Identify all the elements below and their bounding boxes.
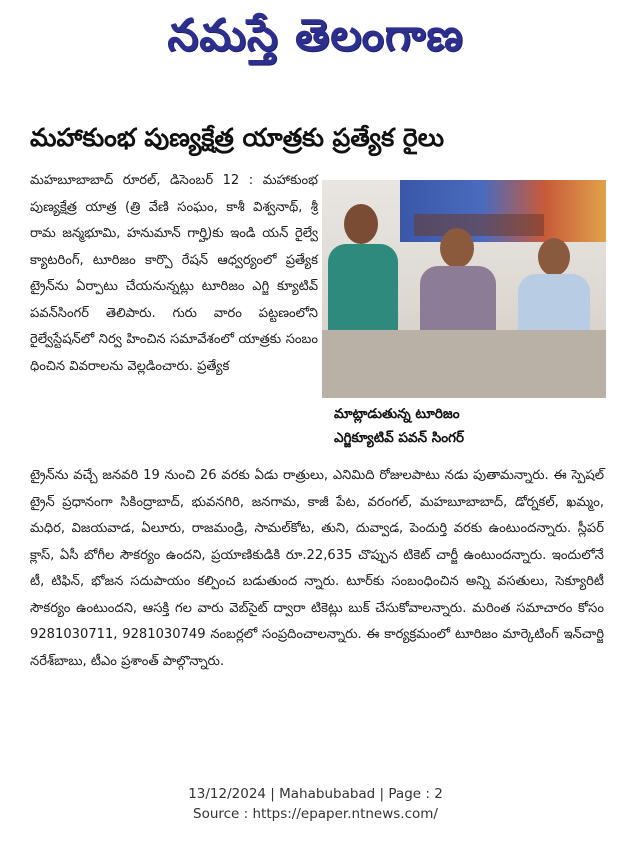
footer-date-page: 13/12/2024 | Mahabubabad | Page : 2 bbox=[188, 786, 443, 802]
footer-source: Source : https://epaper.ntnews.com/ bbox=[193, 806, 438, 822]
photo-caption-line1: మాట్లాడుతున్న టూరిజం bbox=[334, 406, 460, 422]
masthead-title: నమస్తే తెలంగాణ bbox=[167, 10, 464, 61]
photo-table bbox=[322, 330, 606, 398]
article-photo bbox=[322, 180, 606, 398]
photo-caption bbox=[334, 402, 604, 450]
article-headline: మహాకుంభ పుణ్యక్షేత్ర యాత్రకు ప్రత్యేక రైలు bbox=[30, 123, 445, 152]
article-body-full: ట్రైన్‌ను వచ్చే జనవరి 19 నుంచి 26 వరకు ఏడు రాత్రులు, ఎనిమిది రోజులపాటు నడు పుతామన్నారు. ఈ స్పెషల్ ట్రైన్ ప్రధానంగా సికింద్రాబాద్, భువనగిరి, జనగామ, కాజీ పేట, వరంగల్, మహబూబాబాద్, డోర్నకల్, ఖమ్మం, మధిర, విజయవాడ, ఏలూరు, రాజమండ్రి, సామల్‌కోట, తుని, దువ్వాడ, పెందుర్తి వరకు ఉంటుందన్నారు. స్లీపర్ క్లాస్, ఏసీ బోగీల సౌకర్యం ఉందని, ప్రయాణికుడికి రూ.22,635 చొప్పున టికెట్ చార్జీ ఉంటుందన్నారు. ఇందులోనే టీ, టిఫిన్, భోజన సదుపాయం కల్పించ బడుతుంద న్నారు. టూర్‌కు సంబంధించిన అన్ని వసతులు, సెక్యూరిటీ సౌకర్యం ఉంటుందని, ఆసక్తి గల వారు వెబ్‌సైట్ ద్వారా టికెట్లు బుక్ చేసుకోవాలన్నారు. మరింత సమాచారం కోసం 9281030711, 9281030749 నంబర్లలో సంప్రదించాలన్నారు. ఈ కార్యక్రమంలో టూరిజం మార్కెటింగ్ ఇన్‌చార్జి నరేశ్‌బాబు, టీఎం ప్రశాంత్ పాల్గొన్నారు. bbox=[30, 468, 604, 669]
page-footer bbox=[0, 784, 631, 824]
photo-caption-line2: ఎగ్జిక్యూటివ్ పవన్ సింగర్ bbox=[334, 430, 465, 446]
article-body-column: మహబూబాబాద్ రూరల్, డిసెంబర్ 12 : మహాకుంభ పుణ్యక్షేత్ర యాత్ర (త్రి వేణి సంఘం, కాశీ విశ్వనాథ్, శ్రీ రామ జన్మభూమి, హనుమాన్ గార్హి)కు ఇండి యన్ రైల్వే క్యాటరింగ్, టూరిజం కార్పొ రేషన్ ఆధ్వర్యంలో ప్రత్యేక ట్రైన్‌ను ఏర్పాటు చేయనున్నట్లు టూరిజం ఎగ్జి క్యూటివ్ పవన్‌సింగర్ తెలిపారు. గురు వారం పట్టణంలోని రైల్వేస్టేషన్‌లో నిర్వ హించిన సమావేశంలో యాత్రకు సంబం ధించిన వివరాలను వెల్లడించారు. ప్రత్యేక bbox=[30, 173, 318, 374]
photo-banner-strip bbox=[414, 214, 544, 236]
